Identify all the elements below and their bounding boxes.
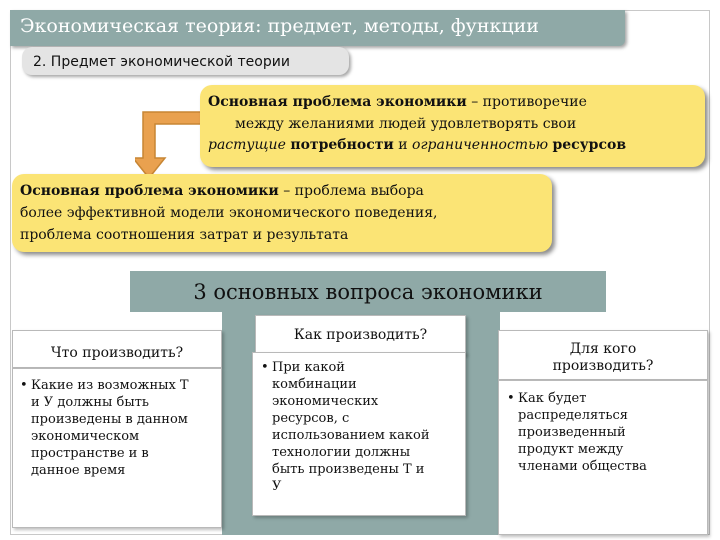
what-to-produce-text (20, 377, 220, 479)
what-line: и У должны быть (31, 395, 149, 410)
how-line: технологии должны (272, 445, 411, 460)
box2-line2: более эффективной модели экономического поведения, (20, 205, 438, 221)
how-line: У (272, 479, 282, 494)
box2-line1-rest: – проблема выбора (278, 183, 424, 199)
how-line: быть произведены Т и (272, 462, 425, 477)
what-line: экономическом (31, 429, 140, 444)
whom-line: продукт между (518, 442, 624, 457)
how-to-produce-text (261, 359, 464, 495)
box1-italic-limited: ограниченностью (412, 137, 549, 153)
box1-italic-growing: растущие (208, 137, 286, 153)
whom-line: произведенный (518, 425, 626, 440)
what-line: данное время (31, 463, 126, 478)
for-whom-heading (498, 341, 708, 375)
box1-line1-rest: – противоречие (466, 94, 587, 110)
box1-bold-needs: потребности (290, 137, 394, 153)
what-line: произведены в данном (31, 412, 188, 427)
what-line: пространстве и в (31, 446, 149, 461)
box1-bold-resources: ресурсов (552, 137, 627, 153)
how-line: экономических (272, 394, 379, 409)
what-to-produce-heading: Что производить? (50, 345, 184, 361)
box1-line1-bold: Основная проблема экономики (208, 94, 467, 110)
slide-title: Экономическая теория: предмет, методы, функции (20, 15, 539, 37)
three-questions-title: 3 основных вопроса экономики (193, 280, 543, 304)
whom-line: Как будет (518, 391, 587, 406)
how-to-produce-heading: Как производить? (293, 327, 428, 343)
whom-line: распределяться (518, 408, 628, 423)
bullet: • (261, 360, 269, 375)
box1-line2: между желаниями людей удовлетворять свои (235, 116, 577, 132)
box1-and: и (398, 137, 408, 153)
box2-line1 (20, 182, 424, 201)
whom-line: членами общества (518, 459, 647, 474)
how-line: использованием какой (272, 428, 430, 443)
box2-line1-bold: Основная проблема экономики (20, 183, 279, 199)
for-whom-text (507, 390, 705, 475)
box2-line3: проблема соотношения затрат и результата (20, 227, 349, 243)
box1-line1 (208, 93, 587, 112)
what-line: Какие из возможных Т (31, 378, 189, 393)
bullet: • (20, 378, 28, 393)
how-line: ресурсов, с (272, 411, 350, 426)
box1-line3 (208, 136, 626, 155)
how-line: комбинации (272, 377, 357, 392)
for-whom-heading-line2: производить? (552, 358, 654, 374)
bullet: • (507, 391, 515, 406)
slide-subtitle: 2. Предмет экономической теории (33, 54, 290, 70)
how-line: При какой (272, 360, 345, 375)
for-whom-heading-line1: Для кого (569, 341, 637, 357)
